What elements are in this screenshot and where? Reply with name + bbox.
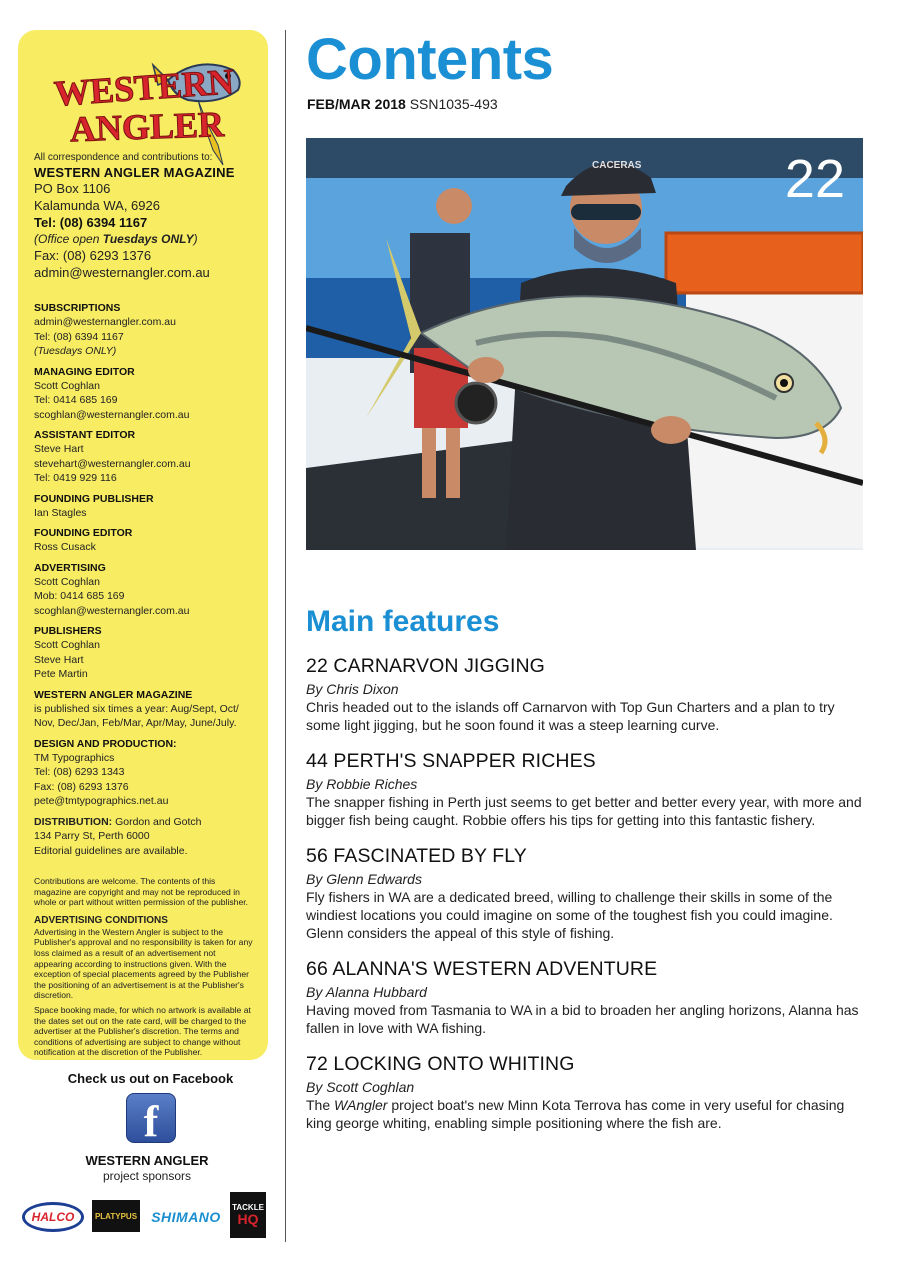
magazine-name: WESTERN ANGLER MAGAZINE [34, 165, 235, 180]
section-line: Tel: (08) 6293 1343 [34, 766, 125, 778]
address-line-1: PO Box 1106 [34, 181, 111, 196]
office-hours-suffix: ) [193, 232, 198, 246]
section-line: Steve Hart [34, 443, 84, 455]
cover-photo [306, 138, 863, 550]
halco-logo: HALCO [22, 1202, 84, 1232]
section-line: Tel: 0414 685 169 [34, 394, 118, 406]
section-line: Pete Martin [34, 668, 88, 680]
feature-item[interactable] [306, 1052, 866, 1132]
feature-description: Having moved from Tasmania to WA in a bid to broaden her angling horizons, Alanna has fallen in love with WA fishing. [306, 1002, 859, 1036]
logo-line1: WESTERN [52, 61, 236, 114]
issue-date: FEB/MAR 2018 [307, 96, 406, 112]
distribution-line [34, 815, 254, 830]
feature-heading: 72 LOCKING ONTO WHITING [306, 1053, 575, 1075]
feature-heading: 44 PERTH'S SNAPPER RICHES [306, 750, 596, 772]
feature-byline: By Scott Coghlan [306, 1079, 415, 1095]
section-line: Tel: 0419 929 116 [34, 472, 117, 484]
section-line: Scott Coghlan [34, 379, 100, 392]
feature-heading: 22 CARNARVON JIGGING [306, 655, 545, 677]
logo-line2: ANGLER [69, 103, 225, 150]
section-title: SUBSCRIPTIONS [34, 302, 121, 314]
fishing-photo-illustration [306, 138, 863, 550]
issn: SSN1035-493 [409, 96, 498, 112]
office-phone: Tel: (08) 6394 1167 [34, 215, 148, 230]
section-line: 134 Parry St, Perth 6000 [34, 830, 150, 842]
section-line: Ross Cusack [34, 541, 96, 553]
feature-description-italic: WAngler [334, 1097, 388, 1113]
feature-description: Fly fishers in WA are a dedicated breed, willing to challenge their skills in some of the windiest locations you could imagine on some of the toughest fish you could imagine. Glenn considers the appeal of this style of fishing. [306, 889, 833, 941]
feature-byline: By Chris Dixon [306, 681, 399, 697]
office-hours-prefix: (Office open [34, 232, 103, 246]
tackle-hq-logo [230, 1192, 266, 1238]
address-line-2: Kalamunda WA, 6926 [34, 198, 160, 213]
section-title: FOUNDING EDITOR [34, 527, 133, 539]
section-title: PUBLISHERS [34, 625, 102, 637]
section-assistant-editor [34, 428, 254, 486]
section-distribution [34, 815, 254, 859]
tackle-hq-logo-top: TACKLE [232, 1203, 264, 1212]
section-line: Tel: (08) 6394 1167 [34, 330, 124, 343]
feature-item[interactable] [306, 844, 866, 942]
column-divider [285, 30, 286, 1242]
section-line: pete@tmtypographics.net.au [34, 795, 169, 807]
feature-description: The snapper fishing in Perth just seems to get better and better every year, with more and bigger fish being caught. Robbie offers his tips for getting into this fantastic fishery. [306, 794, 862, 828]
section-title: DESIGN AND PRODUCTION: [34, 737, 177, 750]
section-publishers [34, 624, 254, 682]
feature-page-number: 22 [784, 149, 845, 209]
staff-sections [34, 301, 254, 858]
shimano-logo: SHIMANO [151, 1209, 221, 1225]
section-title: ADVERTISING [34, 561, 106, 574]
section-line: stevehart@westernangler.com.au [34, 457, 191, 470]
masthead-sidebar [18, 30, 268, 1060]
correspondence-block [34, 152, 254, 281]
section-title: WESTERN ANGLER MAGAZINE [34, 688, 193, 701]
contributions-notice: Contributions are welcome. The contents of this magazine are copyright and may not be reproduced in whole or part without written permission of the publisher. [34, 876, 248, 908]
section-line: scoghlan@westernangler.com.au [34, 604, 190, 617]
ad-conditions-title: ADVERTISING CONDITIONS [34, 914, 168, 926]
section-publication-schedule [34, 688, 254, 731]
office-hours-days: Tuesdays ONLY [102, 232, 194, 246]
section-line: Mob: 0414 685 169 [34, 590, 125, 602]
ad-conditions-text: Advertising in the Western Angler is subject to the Publisher's approval and no responsibility is taken for any loss claimed as a result of an advertisement not appearing according to instructions given. With the exception of special placements agreed by the Publisher the positioning of an advertisement is at the Publisher's discretion. [34, 926, 253, 1001]
correspondence-intro: All correspondence and contributions to: [34, 152, 213, 163]
feature-heading: 66 ALANNA'S WESTERN ADVENTURE [306, 958, 658, 980]
feature-description-prefix: The [306, 1097, 335, 1113]
main-features-heading: Main features [306, 605, 500, 638]
feature-item[interactable] [306, 957, 866, 1037]
section-advertising [34, 561, 254, 619]
western-angler-logo [48, 50, 248, 170]
feature-byline: By Alanna Hubbard [306, 984, 427, 1000]
page-title: Contents [306, 27, 554, 92]
section-line: Steve Hart [34, 653, 84, 666]
section-line: Scott Coghlan [34, 639, 100, 651]
feature-item[interactable] [306, 749, 866, 829]
facebook-icon[interactable]: f [126, 1093, 176, 1143]
section-title: MANAGING EDITOR [34, 365, 135, 378]
section-subscriptions [34, 301, 254, 359]
feature-item[interactable] [306, 654, 866, 734]
tackle-hq-logo-bottom: HQ [237, 1211, 259, 1227]
platypus-logo: PLATYPUS [92, 1200, 140, 1232]
distribution-value: Gordon and Gotch [112, 815, 202, 828]
sponsors-subtitle: project sponsors [102, 1169, 192, 1183]
sponsors-title: WESTERN ANGLER [85, 1153, 209, 1168]
section-line: admin@westernangler.com.au [34, 316, 176, 328]
feature-description-suffix: project boat's new Minn Kota Terrova has come in very useful for chasing king george whiting, enabling simple positioning where the fish are. [306, 1097, 845, 1131]
issue-info [307, 96, 498, 112]
section-line: TM Typographics [34, 751, 115, 764]
section-line: Ian Stagles [34, 506, 87, 519]
feature-byline: By Robbie Riches [306, 776, 418, 792]
section-title: ASSISTANT EDITOR [34, 429, 136, 441]
cap-logo-text: CACERAS [592, 160, 642, 171]
section-founding-publisher [34, 492, 254, 521]
section-line: Scott Coghlan [34, 575, 100, 588]
facebook-heading: Check us out on Facebook [67, 1071, 234, 1086]
feature-heading: 56 FASCINATED BY FLY [306, 845, 527, 867]
section-managing-editor [34, 365, 254, 423]
office-hours [34, 231, 254, 247]
section-line: Fax: (08) 6293 1376 [34, 780, 129, 793]
office-fax: Fax: (08) 6293 1376 [34, 248, 152, 263]
section-line: Editorial guidelines are available. [34, 844, 188, 857]
office-email: admin@westernangler.com.au [34, 265, 210, 280]
space-booking-text: Space booking made, for which no artwork is available at the dates set out on the rate card, will be charged to the advertiser at the Publisher's discretion. The terms and conditions of advertising are subject to change without notification at the discretion of the Publisher. [34, 1004, 251, 1058]
legal-notes [34, 876, 254, 1058]
section-design-production [34, 737, 254, 809]
section-line: Nov, Dec/Jan, Feb/Mar, Apr/May, June/July. [34, 717, 237, 729]
section-line: is published six times a year: Aug/Sept, Oct/ [34, 702, 239, 715]
section-line: scoghlan@westernangler.com.au [34, 408, 190, 421]
distribution-title: DISTRIBUTION: [34, 815, 113, 828]
section-founding-editor [34, 526, 254, 555]
feature-byline: By Glenn Edwards [306, 871, 422, 887]
features-list [306, 654, 866, 1147]
sponsor-logos [20, 1192, 270, 1242]
feature-description: Chris headed out to the islands off Carnarvon with Top Gun Charters and a plan to try some light jigging, but he soon found it was a steep learning curve. [306, 699, 835, 733]
section-line: (Tuesdays ONLY) [34, 345, 117, 357]
feature-description [306, 1096, 866, 1132]
section-title: FOUNDING PUBLISHER [34, 492, 154, 505]
